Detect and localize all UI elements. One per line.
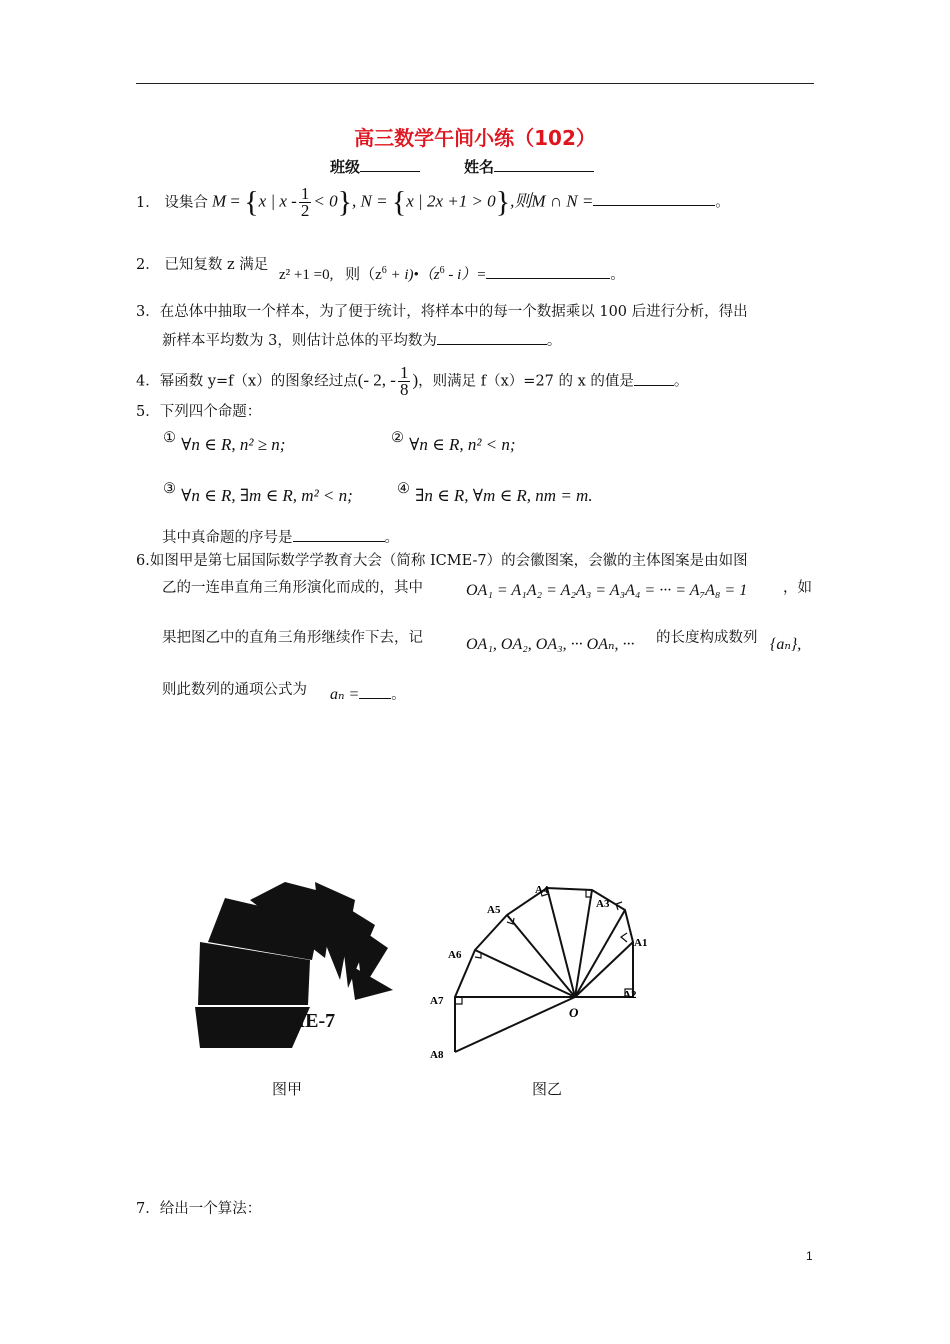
question-1 (136, 193, 208, 213)
question-6-line2: 乙的一连串直角三角形演化而成的，其中 (162, 580, 423, 596)
name-label: 姓名 (464, 155, 594, 177)
class-blank[interactable] (360, 155, 420, 172)
question-3-line2: 新样本平均数为 3，则估计总体的平均数为 。 (162, 328, 561, 351)
proposition-3: ③ ∀n ∈ R, ∃m ∈ R, m² < n; (163, 481, 353, 505)
name-blank[interactable] (494, 155, 594, 172)
figure-spiral-triangles (420, 880, 650, 1110)
svg-text:A1: A1 (634, 937, 648, 949)
question-5: 5．下列四个命题： (136, 404, 262, 420)
equal-lengths-expression: OA₁ = A₁A₂ = A₂A₃ = A₃A₄ = ··· = A₇A₈ = 1 (466, 582, 748, 599)
question-5-answer: 其中真命题的序号是 。 (162, 525, 399, 548)
proposition-2: ② ∀n ∈ R, n² < n; (391, 430, 516, 454)
sequence-expression: OA₁, OA₂, OA₃, ··· OAₙ, ··· (466, 636, 635, 653)
page-number: 1 (806, 1249, 813, 1263)
answer-blank-2[interactable] (486, 262, 610, 279)
complex-expression: z² +1 =0, 则（$z^6$ + $i)•(z^6 - i)=$ 。 (279, 262, 624, 284)
set-expression: M = {x | x - $\frac{1}{2}$ < 0}, N = {x | 2x +1 > 0},则M ∩ N = 。 (212, 184, 730, 220)
svg-text:A3: A3 (596, 898, 610, 910)
general-term: aₙ = 。 (330, 686, 406, 703)
question-number: 1． (136, 195, 160, 211)
proposition-4: ④ ∃n ∈ R, ∀m ∈ R, nm = m. (397, 481, 593, 505)
logo-text: ICME-7 (264, 1010, 336, 1032)
question-6-line3: 果把图乙中的直角三角形继续作下去，记 (162, 630, 423, 646)
svg-text:O: O (569, 1005, 579, 1020)
answer-blank-5[interactable] (293, 525, 385, 542)
svg-text:A8: A8 (430, 1049, 444, 1061)
caption-right: 图乙 (532, 1082, 563, 1098)
question-3: 3．在总体中抽取一个样本，为了便于统计，将样本中的每一个数据乘以 100 后进行分析，得出 (136, 304, 748, 320)
question-4: 4．幂函数 y=f（x）的图象经过点(- 2, - $\frac{1}{8}$ )，则满足 f（x）=27 的 x 的值是 。 (136, 363, 689, 399)
svg-text:A2: A2 (623, 989, 637, 1001)
class-label: 班级 (330, 155, 420, 177)
question-6-line4: 则此数列的通项公式为 (162, 682, 307, 698)
svg-text:A5: A5 (487, 904, 501, 916)
top-rule (136, 83, 814, 84)
svg-text:A6: A6 (448, 949, 462, 961)
proposition-1: ① ∀n ∈ R, n² ≥ n; (163, 430, 286, 454)
figure-icme-logo (190, 870, 430, 1110)
question-6: 6.如图甲是第七届国际数学学教育大会（简称 ICME-7）的会徽图案，会徽的主体图案是由如图 (136, 553, 748, 569)
fraction: $\frac{1}{2}$ (300, 184, 310, 220)
question-text: 设集合 (164, 195, 208, 211)
answer-blank-6[interactable] (359, 689, 391, 699)
answer-blank-1[interactable] (593, 189, 715, 206)
answer-blank-4[interactable] (634, 369, 674, 386)
caption-left: 图甲 (272, 1082, 303, 1098)
question-2: 2． 已知复数 z 满足 (136, 257, 269, 273)
fraction: $\frac{1}{8}$ (399, 363, 409, 399)
svg-text:A7: A7 (430, 995, 444, 1007)
question-7: 7．给出一个算法： (136, 1201, 262, 1217)
page-title: 高三数学午间小练（102） (354, 126, 596, 150)
answer-blank-3[interactable] (437, 328, 547, 345)
svg-text:A4: A4 (535, 884, 549, 896)
